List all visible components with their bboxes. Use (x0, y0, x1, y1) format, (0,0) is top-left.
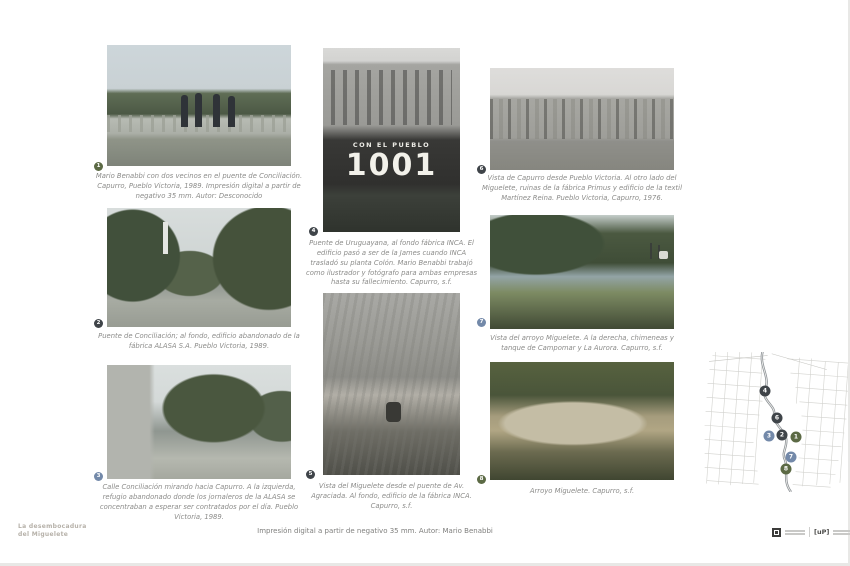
factory-windows (331, 70, 452, 125)
photo-5-number-badge: 5 (306, 470, 315, 479)
mural-number: 1001 (345, 148, 438, 184)
photo-1-bridge-group (107, 45, 291, 166)
photo-5-caption: Vista del Miguelete desde el puente de Av. Agraciada. Al fondo, edificio de la fábrica INCA. Capurro, s.f. (311, 482, 472, 510)
photo-1-number-badge: 1 (94, 162, 103, 171)
photo-8-caption: Arroyo Miguelete. Capurro, s.f. (529, 487, 635, 495)
barrel (386, 402, 401, 422)
photo-8-number-badge: 8 (477, 475, 486, 484)
factory-chimney (163, 222, 168, 254)
person-figure (195, 93, 202, 127)
university-logo-text-lines (833, 529, 850, 536)
photo-6-caption: Vista de Capurro desde Pueblo Victoria. Al otro lado del Miguelete, ruinas de la fábrica Primus y edificio de la textil Martínez Reina. Pueblo Victoria, Capurro, 1976. (482, 174, 682, 202)
photo-1-caption: Mario Benabbi con dos vecinos en el puente de Conciliación. Capurro, Pueblo Victoria, 1989. Impresión digital a partir de negativo 35 mm. Autor: Desconocido (95, 172, 303, 200)
map-marker-6: 6 (772, 413, 783, 424)
series-title-line1: La desembocadura (18, 523, 87, 530)
photo-2-street-chimney (107, 208, 291, 327)
photo-8-muddy-stream (490, 362, 674, 480)
person-figure (228, 96, 235, 127)
photo-7-number-badge: 7 (477, 318, 486, 327)
photo-3-caption: Calle Conciliación mirando hacia Capurro. A la izquierda, refugio abandonado donde los jornaleros de la ALASA se concentraban a esperar ser contratados por el día. Pueblo Victoria, 1989. (99, 483, 299, 521)
map-marker-2: 2 (777, 430, 788, 441)
map-marker-1: 1 (791, 432, 802, 443)
map-marker-4: 4 (760, 386, 771, 397)
series-title-line2: del Miguelete (18, 531, 69, 539)
university-logo-icon: [uP] (814, 527, 830, 536)
route-map (703, 352, 848, 492)
photo-4-caption: Puente de Uruguayana, al fondo fábrica INCA. El edificio pasó a ser de la James cuando INCA trasladó su planta Colón. Mario Benabbi trabajó como ilustrador y fotógrafo para ambas empresas hasta su fallecimiento. Capurro, s.f. (306, 239, 477, 287)
map-marker-3: 3 (764, 431, 775, 442)
chimney-stack (650, 243, 652, 259)
logo-divider (809, 527, 810, 537)
photo-5-riverbank-barrel (323, 293, 460, 475)
photo-7-arroyo-miguelete (490, 215, 674, 329)
city-skyline-texture (490, 99, 674, 140)
photo-7-caption: Vista del arroyo Miguelete. A la derecha, chimeneas y tanque de Campomar y La Aurora. Capurro, s.f. (490, 334, 674, 352)
person-figure (181, 95, 188, 127)
photo-2-number-badge: 2 (94, 319, 103, 328)
mural-text: CON EL PUEBLO (352, 140, 431, 149)
photo-4-number-badge: 4 (309, 227, 318, 236)
photo-4-inca-factory (323, 48, 460, 232)
map-marker-8: 8 (781, 464, 792, 475)
map-marker-7: 7 (786, 452, 797, 463)
museum-logo-text-lines (785, 529, 805, 536)
partner-logos (772, 527, 850, 537)
footer-credit: Impresión digital a partir de negativo 35 mm. Autor: Mario Benabbi (257, 527, 493, 535)
photo-6-capurro-panorama (490, 68, 674, 170)
photo-6-number-badge: 6 (477, 165, 486, 174)
photo-2-caption: Puente de Conciliación; al fondo, edificio abandonado de la fábrica ALASA S.A. Pueblo Victoria, 1989. (98, 332, 300, 350)
photo-3-number-badge: 3 (94, 472, 103, 481)
photo-3-calle-conciliacion (107, 365, 291, 479)
water-tank (659, 251, 668, 259)
museum-logo-icon (772, 528, 781, 537)
person-figure (213, 94, 220, 127)
series-title (18, 523, 87, 539)
